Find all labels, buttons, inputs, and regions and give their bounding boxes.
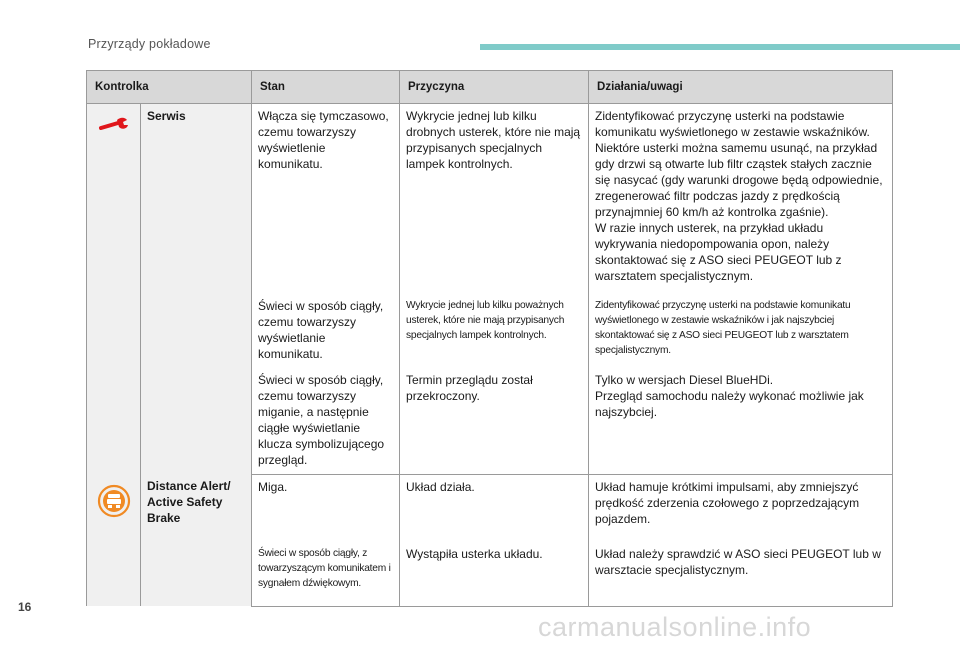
dzialania-cell: Zidentyfikować przyczynę usterki na podstawie komunikatu wyświetlonego w zestawie wskaźników. Niektóre usterki można samemu usunąć, na przykład gdy drzwi są otwarte lub filtr cząstek stałych zacznie się nasycać (gdy warunki drogowe będą odpowiednie, zregenerować filtr podczas jazdy z prędkością przynajmniej 60 km/h aż kontrolka zgaśnie). W razie innych usterek, na przykład układu wykrywania niedopompowania opon, należy skontaktować się z ASO sieci PEUGEOT lub z warsztatem specjalistycznym. [589, 104, 893, 294]
przyczyna-cell: Wykrycie jednej lub kilku poważnych usterek, które nie mają przypisanych specjalnych lampek kontrolnych. [400, 294, 589, 368]
distance-alert-label: Distance Alert/ Active Safety Brake [141, 474, 252, 606]
column-header-dzialania: Działania/uwagi [589, 71, 893, 104]
distance-alert-icon [97, 484, 131, 522]
dzialania-cell: Zidentyfikować przyczynę usterki na podstawie komunikatu wyświetlonego w zestawie wskaźników i jak najszybciej skontaktować się z ASO sieci PEUGEOT lub z warsztatem specjalistycznym. [589, 294, 893, 368]
warning-lights-table [86, 70, 893, 607]
table-row [87, 104, 893, 294]
table-header-row [87, 71, 893, 104]
dzialania-cell: Układ należy sprawdzić w ASO sieci PEUGEOT lub w warsztacie specjalistycznym. [589, 542, 893, 606]
header-accent-bar [480, 44, 960, 50]
stan-cell: Włącza się tymczasowo, czemu towarzyszy wyświetlenie komunikatu. [252, 104, 400, 294]
dzialania-cell: Układ hamuje krótkimi impulsami, aby zmniejszyć prędkość zderzenia czołowego z poprzedzającym pojazdem. [589, 474, 893, 542]
column-header-przyczyna: Przyczyna [400, 71, 589, 104]
page-header-title: Przyrządy pokładowe [88, 37, 211, 51]
watermark: carmanualsonline.info [538, 612, 812, 642]
przyczyna-cell: Układ działa. [400, 474, 589, 542]
przyczyna-cell: Wykrycie jednej lub kilku drobnych usterek, które nie mają przypisanych specjalnych lampek kontrolnych. [400, 104, 589, 294]
stan-cell: Miga. [252, 474, 400, 542]
przyczyna-cell: Termin przeglądu został przekroczony. [400, 368, 589, 475]
column-header-kontrolka: Kontrolka [87, 71, 252, 104]
serwis-icon-cell [87, 104, 141, 475]
dzialania-cell: Tylko w wersjach Diesel BlueHDi. Przegląd samochodu należy wykonać możliwie jak najszybciej. [589, 368, 893, 475]
przyczyna-cell: Wystąpiła usterka układu. [400, 542, 589, 606]
stan-cell: Świeci w sposób ciągły, czemu towarzyszy wyświetlanie komunikatu. [252, 294, 400, 368]
distance-alert-icon-cell [87, 474, 141, 606]
table-row [87, 474, 893, 542]
page-number: 16 [18, 600, 32, 614]
column-header-stan: Stan [252, 71, 400, 104]
wrench-icon [98, 114, 130, 140]
stan-cell: Świeci w sposób ciągły, czemu towarzyszy miganie, a następnie ciągłe wyświetlanie klucza symbolizującego przegląd. [252, 368, 400, 475]
stan-cell: Świeci w sposób ciągły, z towarzyszącym komunikatem i sygnałem dźwiękowym. [252, 542, 400, 606]
serwis-label: Serwis [141, 104, 252, 475]
